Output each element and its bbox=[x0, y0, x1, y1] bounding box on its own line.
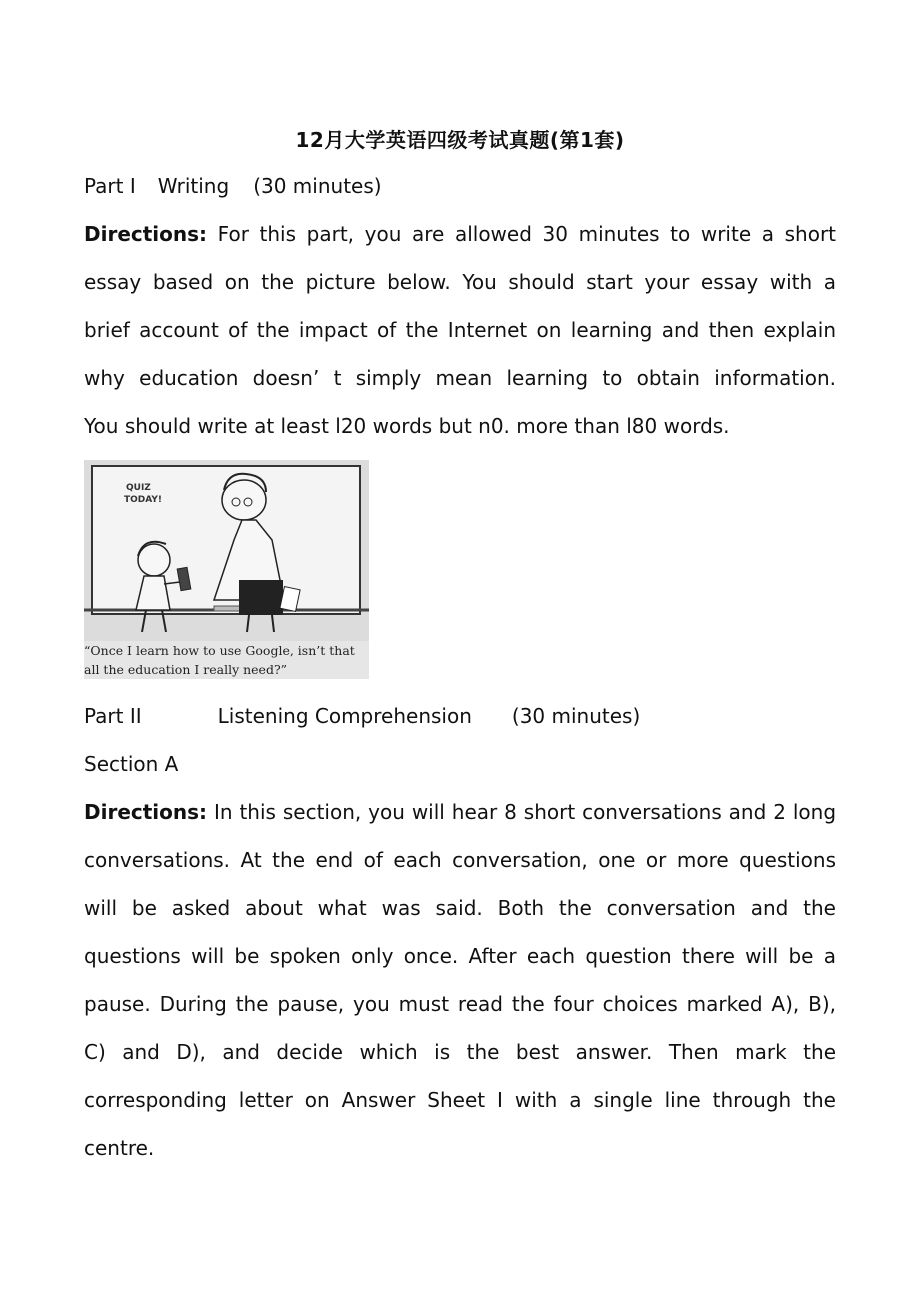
part2-time: (30 minutes) bbox=[511, 704, 641, 728]
page-title: 12月大学英语四级考试真题(第1套) bbox=[295, 128, 625, 152]
part2-directions-line-1: Directions: In this section, you will hear 8 short conversations and 2 long bbox=[84, 800, 837, 824]
board-text-quiz: QUIZ bbox=[126, 483, 151, 493]
cartoon-caption bbox=[84, 641, 369, 679]
part2-directions-line-8: centre. bbox=[84, 1136, 155, 1160]
part1-heading bbox=[84, 174, 382, 198]
part2-name: Listening Comprehension bbox=[217, 704, 472, 728]
part2-directions-line-4: questions will be spoken only once. After each question there will be a bbox=[84, 944, 836, 968]
part2-label: Part II bbox=[84, 704, 142, 728]
part2-directions-line-2: conversations. At the end of each conversation, one or more questions bbox=[84, 848, 836, 872]
part1-directions-line-2: essay based on the picture below. You should start your essay with a bbox=[84, 270, 836, 294]
part2-directions-line-3: will be asked about what was said. Both the conversation and the bbox=[84, 896, 836, 920]
section-a-heading: Section A bbox=[84, 752, 179, 776]
caption-line-2: all the education I really need?” bbox=[84, 662, 288, 677]
part2-heading bbox=[84, 704, 640, 728]
board-text-today: TODAY! bbox=[124, 495, 162, 505]
caption-line-1: “Once I learn how to use Google, isn’t that bbox=[84, 643, 355, 658]
part1-directions-line-4: why education doesn’ t simply mean learning to obtain information. bbox=[84, 366, 836, 390]
part1-label: Part I bbox=[84, 174, 136, 198]
cartoon-image bbox=[84, 460, 369, 679]
part2-directions-label: Directions: bbox=[84, 800, 208, 824]
part1-directions-line-5: You should write at least l20 words but n0. more than l80 words. bbox=[84, 414, 730, 438]
part2-directions-line-5: pause. During the pause, you must read the four choices marked A), B), bbox=[84, 992, 836, 1016]
part2-directions-line-6: C) and D), and decide which is the best answer. Then mark the bbox=[84, 1040, 836, 1064]
part1-time: (30 minutes) bbox=[253, 174, 382, 198]
part1-name: Writing bbox=[157, 174, 230, 198]
part1-directions-label: Directions: bbox=[84, 222, 208, 246]
part2-directions-line-7: corresponding letter on Answer Sheet I with a single line through the bbox=[84, 1088, 836, 1112]
part1-directions-line-3: brief account of the impact of the Internet on learning and then explain bbox=[84, 318, 836, 342]
part1-directions-line-1: Directions: For this part, you are allowed 30 minutes to write a short bbox=[84, 222, 837, 246]
